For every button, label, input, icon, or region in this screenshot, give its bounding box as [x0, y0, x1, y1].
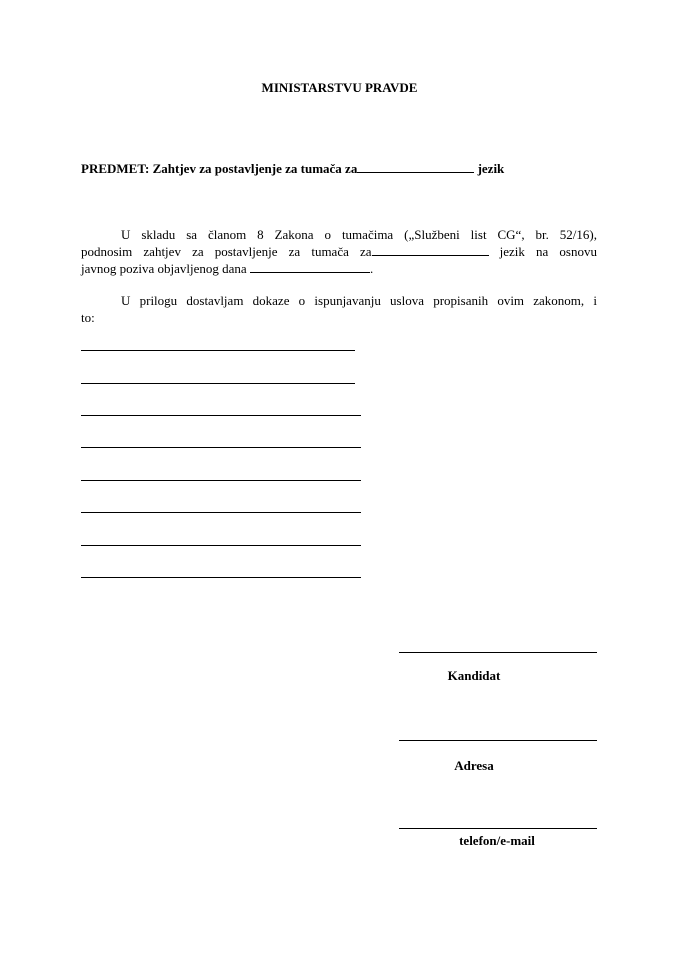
- attachments-paragraph: [81, 292, 597, 326]
- request-paragraph: [81, 226, 597, 277]
- paragraph-text: podnosim zahtjev za postavljenje za tumača za: [81, 244, 372, 259]
- evidence-blank-line-1[interactable]: [81, 350, 355, 351]
- paragraph-text: jezik na osnovu: [499, 244, 597, 259]
- language-blank-field[interactable]: [372, 244, 489, 256]
- paragraph-line: [81, 226, 597, 243]
- contact-label: telefon/e-mail: [459, 833, 535, 848]
- address-line[interactable]: [399, 740, 597, 741]
- evidence-blank-line-7[interactable]: [81, 545, 361, 546]
- paragraph-line: [81, 309, 597, 326]
- address-label: Adresa: [454, 758, 494, 773]
- subject-line: [81, 161, 504, 177]
- evidence-blank-line-4[interactable]: [81, 447, 361, 448]
- paragraph-text: javnog poziva objavljenog dana: [81, 261, 247, 276]
- paragraph-text: .: [369, 261, 374, 276]
- candidate-signature-line[interactable]: [399, 652, 597, 653]
- evidence-blank-line-6[interactable]: [81, 512, 361, 513]
- subject-suffix: jezik: [477, 161, 505, 176]
- page-title: MINISTARSTVU PRAVDE: [261, 80, 418, 95]
- paragraph-text: U prilogu dostavljam dokaze o ispunjavanju uslova propisanih ovim zakonom, i: [121, 293, 597, 308]
- paragraph-line: [81, 292, 597, 309]
- paragraph-line: [81, 260, 597, 277]
- language-blank-field[interactable]: [357, 161, 474, 173]
- candidate-label: Kandidat: [447, 668, 501, 683]
- date-blank-field[interactable]: [250, 261, 370, 273]
- evidence-blank-line-5[interactable]: [81, 480, 361, 481]
- evidence-blank-line-3[interactable]: [81, 415, 361, 416]
- paragraph-line: [81, 243, 597, 260]
- paragraph-text: to:: [81, 310, 95, 325]
- evidence-blank-line-2[interactable]: [81, 383, 355, 384]
- subject-prefix: PREDMET: Zahtjev za postavljenje za tumača za: [81, 161, 358, 176]
- contact-line[interactable]: [399, 828, 597, 829]
- evidence-blank-line-8[interactable]: [81, 577, 361, 578]
- paragraph-text: U skladu sa članom 8 Zakona o tumačima („Službeni list CG“, br. 52/16),: [121, 227, 597, 242]
